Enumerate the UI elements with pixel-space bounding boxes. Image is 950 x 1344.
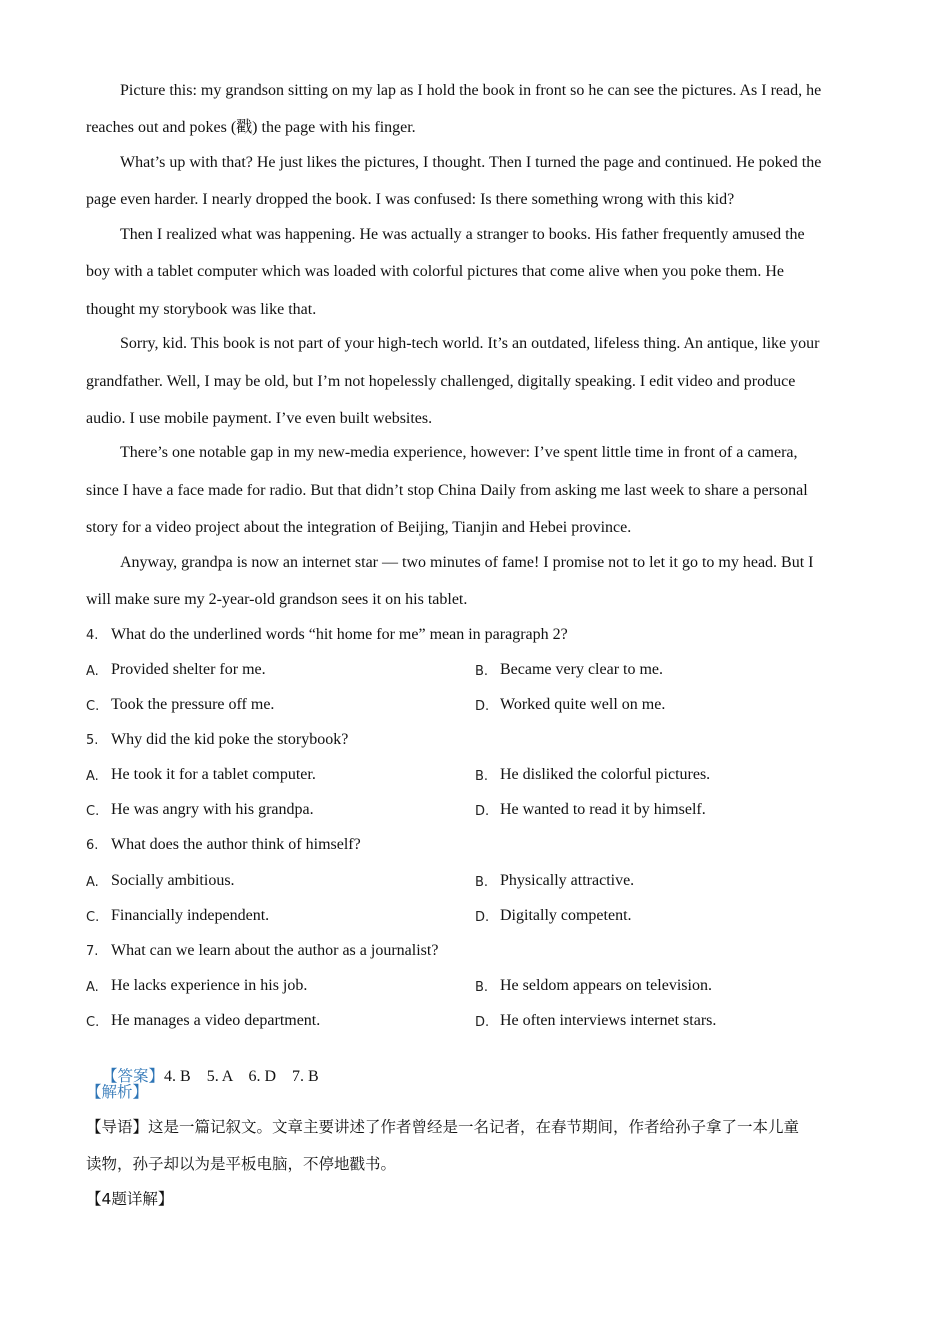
passage-line: audio. I use mobile payment. I’ve even built websites. — [86, 410, 433, 427]
option-label: C. — [86, 910, 100, 925]
option-label: C. — [86, 699, 100, 714]
passage-line: reaches out and pokes (戳) the page with his finger. — [86, 119, 416, 136]
passage-line: story for a video project about the integration of Beijing, Tianjin and Hebei province. — [86, 519, 632, 536]
passage-line: will make sure my 2-year-old grandson sees it on his tablet. — [86, 591, 468, 608]
option-4a — [86, 660, 466, 682]
option-label: B. — [475, 875, 489, 890]
option-text: He seldom appears on television. — [500, 977, 712, 994]
question-number: 7. — [86, 944, 99, 959]
option-text: Took the pressure off me. — [111, 696, 275, 713]
question-text: What do the underlined words “hit home for me” mean in paragraph 2? — [111, 626, 568, 643]
question-number: 5. — [86, 733, 99, 748]
analysis-tag: 【解析】 — [86, 1083, 149, 1101]
option-text: Digitally competent. — [500, 907, 632, 924]
option-text: He lacks experience in his job. — [111, 977, 308, 994]
option-5a — [86, 765, 466, 787]
option-7b — [475, 976, 865, 998]
passage-line: boy with a tablet computer which was loaded with colorful pictures that come alive when you poke them. He — [86, 263, 785, 280]
passage-line: page even harder. I nearly dropped the book. I was confused: Is there something wrong with this kid? — [86, 191, 735, 208]
option-label: B. — [475, 769, 489, 784]
option-6a — [86, 871, 466, 893]
question-number: 6. — [86, 838, 99, 853]
option-5b — [475, 765, 865, 787]
question-text: What can we learn about the author as a journalist? — [111, 942, 439, 959]
option-label: D. — [475, 699, 490, 714]
option-5d — [475, 800, 865, 822]
passage-line: Picture this: my grandson sitting on my lap as I hold the book in front so he can see the pictures. As I read, he — [120, 82, 822, 99]
option-label: C. — [86, 804, 100, 819]
option-4c — [86, 695, 466, 717]
option-7a — [86, 976, 466, 998]
option-label: A. — [86, 980, 99, 995]
option-label: A. — [86, 769, 99, 784]
option-text: He often interviews internet stars. — [500, 1012, 717, 1029]
option-label: D. — [475, 804, 490, 819]
question-text: What does the author think of himself? — [111, 836, 361, 853]
question-7 — [86, 941, 866, 963]
passage-line: What’s up with that? He just likes the pictures, I thought. Then I turned the page and continued. He poked the — [120, 154, 822, 171]
option-text: Provided shelter for me. — [111, 661, 266, 678]
passage-line: Then I realized what was happening. He was actually a stranger to books. His father frequently amused the — [120, 226, 805, 243]
intro-line-2: 读物，孙子却以为是平板电脑，不停地戳书。 — [86, 1155, 397, 1173]
option-text: Worked quite well on me. — [500, 696, 666, 713]
question-4 — [86, 625, 866, 647]
option-label: C. — [86, 1015, 100, 1030]
option-text: He wanted to read it by himself. — [500, 801, 706, 818]
option-6d — [475, 906, 865, 928]
option-label: B. — [475, 980, 489, 995]
passage-line: grandfather. Well, I may be old, but I’m not hopelessly challenged, digitally speaking. I edit video and produce — [86, 373, 796, 390]
answer-tag: 【答案】 — [102, 1067, 165, 1085]
option-4b — [475, 660, 865, 682]
option-text: Socially ambitious. — [111, 872, 235, 889]
question-number: 4. — [86, 628, 99, 643]
passage-line: thought my storybook was like that. — [86, 301, 317, 318]
option-4d — [475, 695, 865, 717]
option-text: He took it for a tablet computer. — [111, 766, 316, 783]
option-text: Became very clear to me. — [500, 661, 664, 678]
passage-line: since I have a face made for radio. But that didn’t stop China Daily from asking me last week to share a personal — [86, 482, 808, 499]
option-7c — [86, 1011, 466, 1033]
intro-line-1: 【导语】这是一篇记叙文。文章主要讲述了作者曾经是一名记者，在春节期间，作者给孙子拿了一本儿童 — [86, 1118, 800, 1136]
option-text: He was angry with his grandpa. — [111, 801, 314, 818]
option-6c — [86, 906, 466, 928]
question-text: Why did the kid poke the storybook? — [111, 731, 349, 748]
option-5c — [86, 800, 466, 822]
option-text: He manages a video department. — [111, 1012, 321, 1029]
option-6b — [475, 871, 865, 893]
option-label: A. — [86, 664, 99, 679]
question-5 — [86, 730, 866, 752]
passage-line: Anyway, grandpa is now an internet star — two minutes of fame! I promise not to let it go to my head. But I — [120, 554, 814, 571]
answer-text: 4. B 5. A 6. D 7. B — [164, 1068, 319, 1085]
option-label: D. — [475, 910, 490, 925]
option-7d — [475, 1011, 865, 1033]
passage-line: There’s one notable gap in my new-media experience, however: I’ve spent little time in front of a camera, — [120, 444, 798, 461]
option-label: D. — [475, 1015, 490, 1030]
question-6 — [86, 835, 866, 857]
detail-tag: 【4题详解】 — [86, 1190, 174, 1208]
option-text: Financially independent. — [111, 907, 270, 924]
passage-line: Sorry, kid. This book is not part of your high-tech world. It’s an outdated, lifeless thing. An antique, like your — [120, 335, 820, 352]
option-text: Physically attractive. — [500, 872, 635, 889]
option-text: He disliked the colorful pictures. — [500, 766, 711, 783]
option-label: B. — [475, 664, 489, 679]
option-label: A. — [86, 875, 99, 890]
